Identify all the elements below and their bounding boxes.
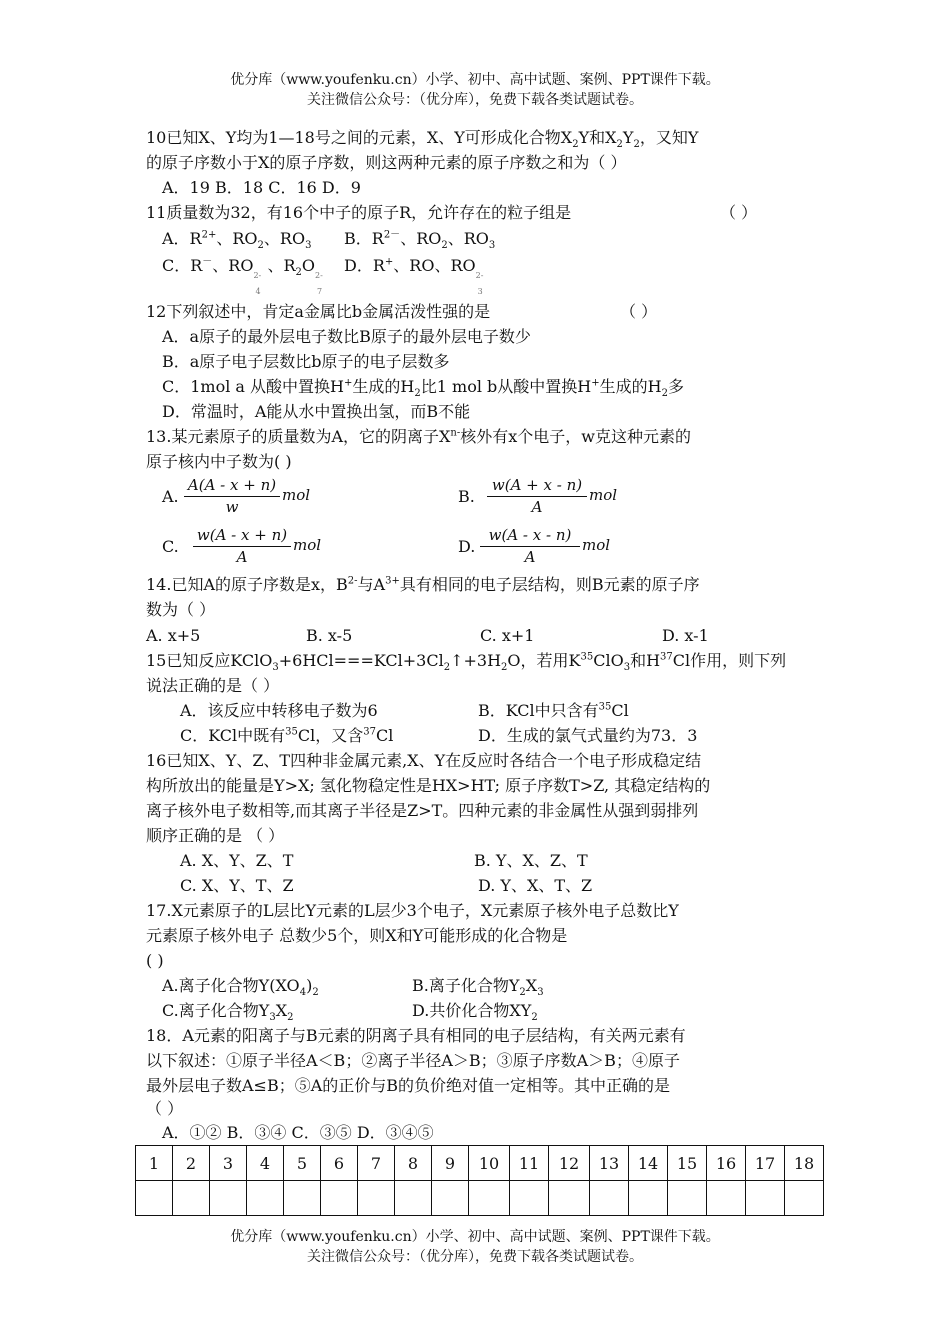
answer-number: 5 — [284, 1146, 321, 1181]
q17-option-b: B.离子化合物$Y_2X_3$ — [412, 976, 544, 999]
footer-line-1: 优分库（www.youfenku.cn）小学、初中、高中试题、案例、PPT课件下载。 — [230, 1229, 720, 1245]
q10-line-1: 10已知X、Y均为1—18号之间的元素，X、Y可形成化合物$X_2Y$和$X_2Y_2$，又知Y — [146, 128, 699, 151]
answer-number: 4 — [247, 1146, 284, 1181]
answer-cell[interactable] — [549, 1181, 590, 1216]
q12-option-c: C．1mol a 从酸中置换H+生成的$H_2$比1 mol b从酸中置换H+生成的$H_2$多 — [162, 377, 684, 400]
answer-number: 1 — [136, 1146, 173, 1181]
q11-option-d: D．R+、RO、RO 2- 3 — [344, 256, 484, 296]
answer-cell[interactable] — [321, 1181, 358, 1216]
q14-option-a: A. x+5 — [146, 626, 201, 645]
answer-table-blank-row — [136, 1181, 824, 1216]
answer-number: 6 — [321, 1146, 358, 1181]
answer-cell[interactable] — [395, 1181, 432, 1216]
q11-option-a: A．$R^{2+}$、$RO_2$、$RO_3$ — [162, 229, 312, 252]
answer-cell[interactable] — [136, 1181, 173, 1216]
answer-cell[interactable] — [173, 1181, 210, 1216]
q16-option-a: A. X、Y、Z、T — [180, 851, 294, 870]
q15-line-2: 说法正确的是（ ） — [146, 676, 280, 695]
q12-option-b: B．a原子电子层数比b原子的电子层数多 — [162, 352, 450, 371]
q18-options: A．①② B．③④ C．③⑤ D．③④⑤ — [162, 1123, 434, 1142]
q12-option-d: D．常温时，A能从水中置换出氢，而B不能 — [162, 402, 471, 421]
q17-line-2: 元素原子核外电子 总数少5个，则X和Y可能形成的化合物是 — [146, 926, 568, 945]
answer-cell[interactable] — [746, 1181, 785, 1216]
q16-line-4: 顺序正确的是 （ ） — [146, 826, 285, 845]
q16-line-2: 构所放出的能量是Y>X; 氢化物稳定性是HX>HT; 原子序数T>Z, 其稳定结构的 — [146, 776, 711, 795]
q17-line-1: 17.X元素原子的L层比Y元素的L层少3个电子，X元素原子核外电子总数比Y — [146, 901, 679, 920]
q17-option-a: A.离子化合物$Y(XO_4)_2$ — [162, 976, 319, 999]
q14-option-c: C. x+1 — [480, 626, 535, 645]
q10-line-2: 的原子序数小于X的原子序数，则这两种元素的原子序数之和为（ ） — [146, 153, 627, 172]
answer-cell[interactable] — [247, 1181, 284, 1216]
answer-number: 14 — [629, 1146, 668, 1181]
q13-line-1: 13.某元素原子的质量数为A，它的阴离子$X^{n-}$核外有x个电子，w克这种元素的 — [146, 427, 691, 446]
answer-cell[interactable] — [590, 1181, 629, 1216]
q17-line-3: ( ) — [146, 951, 164, 970]
q15-option-c: C．KCl中既有$^{35}$Cl，又含$^{37}$Cl — [180, 726, 394, 745]
q18-line-2: 以下叙述：①原子半径A＜B；②离子半径A＞B；③原子序数A＞B；④原子 — [146, 1051, 680, 1070]
q18-line-3: 最外层电子数A≤B；⑤A的正价与B的负价绝对值一定相等。其中正确的是 — [146, 1076, 671, 1095]
answer-table-number-row — [136, 1146, 824, 1181]
answer-number: 2 — [173, 1146, 210, 1181]
answer-number: 8 — [395, 1146, 432, 1181]
header-line-2: 关注微信公众号：（优分库），免费下载各类试题试卷。 — [307, 92, 643, 108]
q17-option-c: C.离子化合物$Y_3X_2$ — [162, 1001, 294, 1024]
q11-stem: 11质量数为32，有16个中子的原子R，允许存在的粒子组是 — [146, 203, 572, 222]
answer-cell[interactable] — [210, 1181, 247, 1216]
answer-cell[interactable] — [668, 1181, 707, 1216]
answer-number: 15 — [668, 1146, 707, 1181]
q13-d-label: D. — [458, 537, 476, 556]
q11-paren: （ ） — [720, 203, 758, 222]
q11-option-c: C．R－、RO 2- 4 、$R_2O$ 2- 7 — [162, 256, 323, 296]
q14-option-b: B. x-5 — [306, 626, 353, 645]
q13-line-2: 原子核内中子数为( ) — [146, 452, 292, 471]
q17-option-d: D.共价化合物$XY_2$ — [412, 1001, 538, 1024]
answer-cell[interactable] — [432, 1181, 469, 1216]
q14-line-2: 数为（ ） — [146, 600, 216, 619]
answer-number: 16 — [707, 1146, 746, 1181]
q15-option-a: A．该反应中转移电子数为6 — [180, 701, 378, 720]
answer-number: 18 — [785, 1146, 824, 1181]
q14-option-d: D. x-1 — [662, 626, 709, 645]
q18-line-4: （ ） — [146, 1099, 184, 1118]
answer-cell[interactable] — [284, 1181, 321, 1216]
q14-line-1: 14.已知A的原子序数是x，$B^{2-}$与$A^{3+}$具有相同的电子层结构，则B元素的原子序 — [146, 575, 700, 594]
q12-option-a: A．a原子的最外层电子数比B原子的最外层电子数少 — [162, 327, 531, 346]
q10-options: A．19 B．18 C．16 D．9 — [162, 178, 361, 197]
answer-number: 7 — [358, 1146, 395, 1181]
q13-a-label: A. — [162, 487, 179, 506]
header-line-1: 优分库（www.youfenku.cn）小学、初中、高中试题、案例、PPT课件下载。 — [230, 72, 720, 88]
q16-option-b: B. Y、X、Z、T — [474, 851, 588, 870]
answer-number: 12 — [549, 1146, 590, 1181]
q16-line-1: 16已知X、Y、Z、T四种非金属元素,X、Y在反应时各结合一个电子形成稳定结 — [146, 751, 702, 770]
footer-line-2: 关注微信公众号：（优分库），免费下载各类试题试卷。 — [307, 1249, 643, 1265]
answer-cell[interactable] — [510, 1181, 549, 1216]
q13-b-label: B. — [458, 487, 475, 506]
q15-option-d: D．生成的氯气式量约为73．3 — [478, 726, 698, 745]
q16-option-c: C. X、Y、T、Z — [180, 876, 294, 895]
q16-option-d: D. Y、X、T、Z — [478, 876, 593, 895]
answer-cell[interactable] — [785, 1181, 824, 1216]
answer-number: 9 — [432, 1146, 469, 1181]
q13-c-label: C. — [162, 537, 179, 556]
answer-number: 3 — [210, 1146, 247, 1181]
q15-line-1: 15已知反应$KClO_3+6HCl===KCl+3Cl_2↑+3H_2O$，若用$K^{35}ClO_3$和$H^{37}Cl$作用，则下列 — [146, 651, 787, 674]
answer-cell[interactable] — [469, 1181, 510, 1216]
answer-cell[interactable] — [358, 1181, 395, 1216]
answer-number: 10 — [469, 1146, 510, 1181]
answer-table — [135, 1145, 824, 1216]
q12-stem: 12下列叙述中，肯定a金属比b金属活泼性强的是 — [146, 302, 491, 321]
answer-cell[interactable] — [707, 1181, 746, 1216]
q15-option-b: B．KCl中只含有$^{35}$Cl — [478, 701, 629, 720]
q18-line-1: 18．A元素的阳离子与B元素的阴离子具有相同的电子层结构，有关两元素有 — [146, 1026, 686, 1045]
answer-cell[interactable] — [629, 1181, 668, 1216]
answer-number: 11 — [510, 1146, 549, 1181]
answer-number: 17 — [746, 1146, 785, 1181]
q11-option-b: B．$R^{2-}$、$RO_2$、$RO_3$ — [344, 229, 496, 252]
q12-paren: （ ） — [620, 302, 658, 321]
answer-number: 13 — [590, 1146, 629, 1181]
q16-line-3: 离子核外电子数相等,而其离子半径是Z>T。四种元素的非金属性从强到弱排列 — [146, 801, 699, 820]
